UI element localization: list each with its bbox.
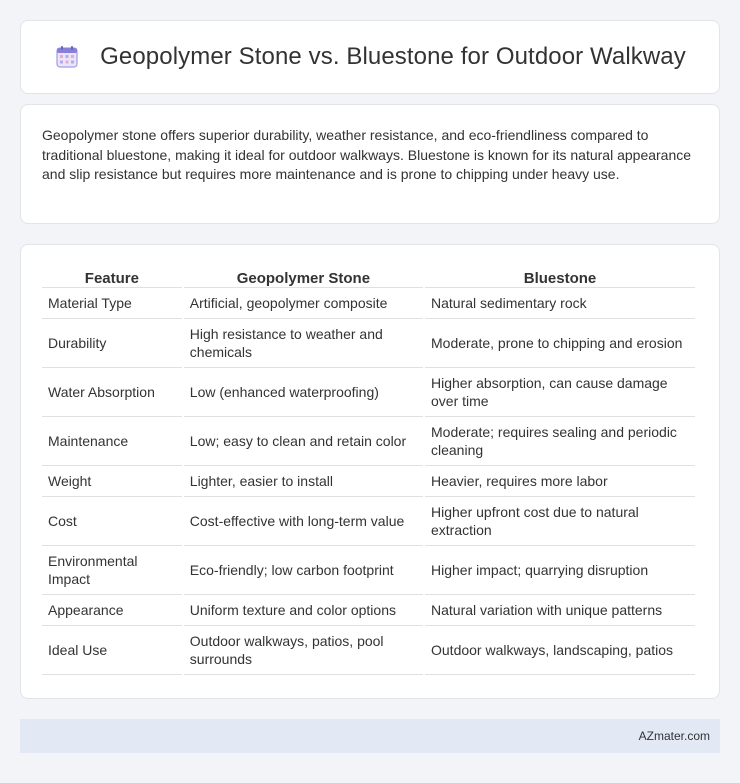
feature-cell: Cost — [42, 497, 182, 546]
feature-cell: Durability — [42, 319, 182, 368]
page-title: Geopolymer Stone vs. Bluestone for Outdoor Walkway — [100, 43, 686, 70]
feature-cell: Weight — [42, 466, 182, 497]
header-card — [20, 20, 720, 94]
table-row — [42, 595, 695, 626]
table-row — [42, 626, 695, 675]
geopolymer-cell: Uniform texture and color options — [184, 595, 423, 626]
table-row — [42, 368, 695, 417]
footer-bar — [20, 719, 720, 753]
calendar-grid-icon — [54, 44, 80, 70]
bluestone-cell: Natural sedimentary rock — [425, 288, 695, 319]
table-row — [42, 288, 695, 319]
bluestone-cell: Higher upfront cost due to natural extraction — [425, 497, 695, 546]
table-row — [42, 497, 695, 546]
comparison-table — [40, 267, 697, 675]
feature-cell: Water Absorption — [42, 368, 182, 417]
bluestone-cell: Natural variation with unique patterns — [425, 595, 695, 626]
summary-card — [20, 104, 720, 224]
footer-site-name: AZmater.com — [638, 729, 710, 743]
bluestone-cell: Higher impact; quarrying disruption — [425, 546, 695, 595]
table-row — [42, 466, 695, 497]
feature-cell: Material Type — [42, 288, 182, 319]
table-row — [42, 546, 695, 595]
table-header-row — [42, 267, 695, 288]
feature-cell: Maintenance — [42, 417, 182, 466]
column-header-geopolymer: Geopolymer Stone — [184, 267, 423, 288]
feature-cell: Ideal Use — [42, 626, 182, 675]
feature-cell: Appearance — [42, 595, 182, 626]
bluestone-cell: Heavier, requires more labor — [425, 466, 695, 497]
feature-cell: Environmental Impact — [42, 546, 182, 595]
table-row — [42, 417, 695, 466]
geopolymer-cell: Eco-friendly; low carbon footprint — [184, 546, 423, 595]
geopolymer-cell: High resistance to weather and chemicals — [184, 319, 423, 368]
geopolymer-cell: Cost-effective with long-term value — [184, 497, 423, 546]
geopolymer-cell: Low (enhanced waterproofing) — [184, 368, 423, 417]
bluestone-cell: Higher absorption, can cause damage over time — [425, 368, 695, 417]
bluestone-cell: Outdoor walkways, landscaping, patios — [425, 626, 695, 675]
geopolymer-cell: Artificial, geopolymer composite — [184, 288, 423, 319]
summary-text: Geopolymer stone offers superior durability, weather resistance, and eco-friendliness compared to traditional bluestone, making it ideal for outdoor walkways. Bluestone is known for its natural appearance and slip resistance but requires more maintenance and is prone to chipping under heavy use. — [42, 127, 692, 182]
geopolymer-cell: Low; easy to clean and retain color — [184, 417, 423, 466]
geopolymer-cell: Outdoor walkways, patios, pool surrounds — [184, 626, 423, 675]
column-header-bluestone: Bluestone — [425, 267, 695, 288]
title-wrap — [54, 43, 686, 71]
bluestone-cell: Moderate, prone to chipping and erosion — [425, 319, 695, 368]
bluestone-cell: Moderate; requires sealing and periodic cleaning — [425, 417, 695, 466]
table-row — [42, 319, 695, 368]
column-header-feature: Feature — [42, 267, 182, 288]
geopolymer-cell: Lighter, easier to install — [184, 466, 423, 497]
comparison-table-card — [20, 244, 720, 699]
